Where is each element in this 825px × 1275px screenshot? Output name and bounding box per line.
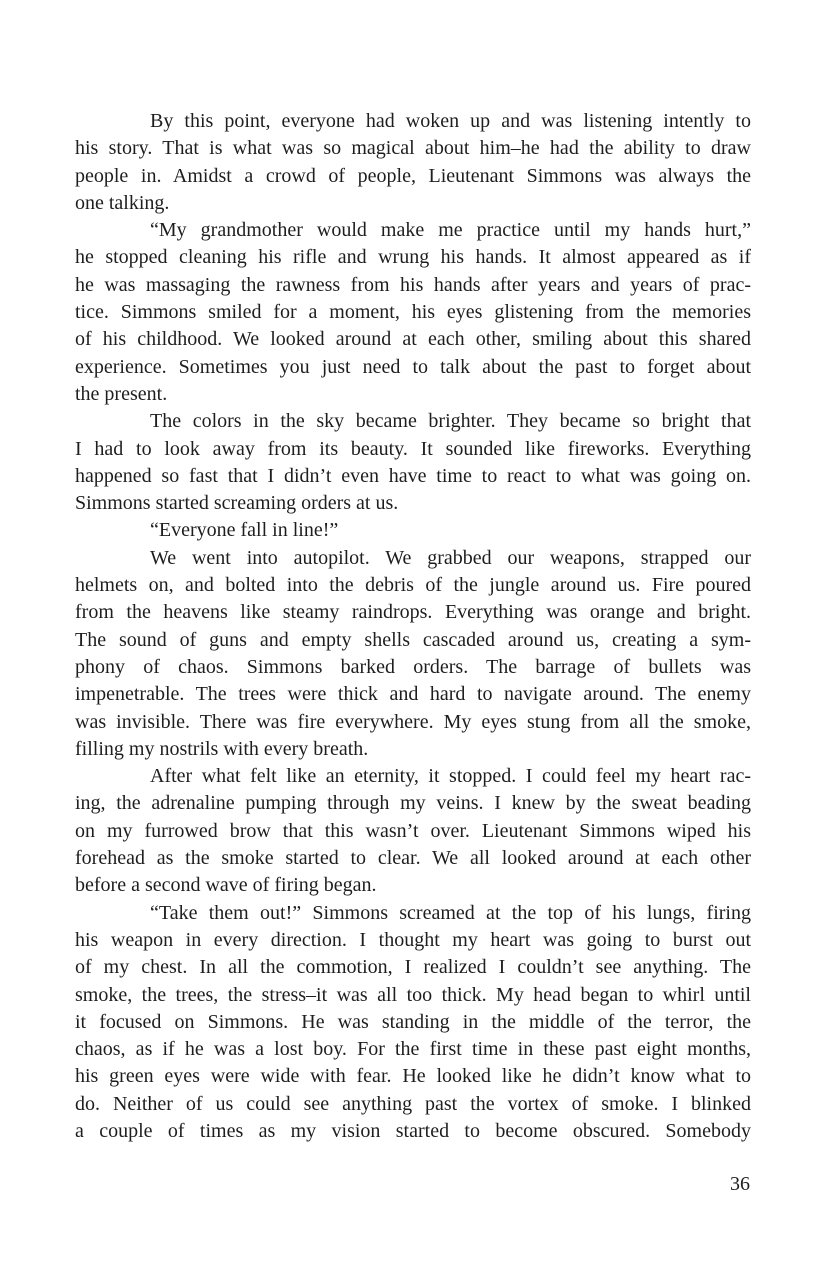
text-line: one talking. (75, 191, 170, 214)
text-line: of my chest. In all the commotion, I realized I couldn’t see anything. The (75, 956, 751, 979)
text-line: of his childhood. We looked around at each other, smiling about this shared (75, 328, 751, 351)
text-line: a couple of times as my vision started to become obscured. Somebody (75, 1119, 751, 1142)
text-line: he was massaging the rawness from his hands after years and years of prac- (75, 273, 751, 296)
text-line: chaos, as if he was a lost boy. For the first time in these past eight months, (75, 1038, 751, 1061)
text-line: phony of chaos. Simmons barked orders. The barrage of bullets was (75, 655, 751, 678)
text-line: filling my nostrils with every breath. (75, 737, 369, 760)
text-line: his green eyes were wide with fear. He looked like he didn’t know what to (75, 1065, 751, 1088)
text-line: Simmons started screaming orders at us. (75, 492, 399, 515)
text-line: people in. Amidst a crowd of people, Lieutenant Simmons was always the (75, 164, 751, 187)
text-line: experience. Sometimes you just need to talk about the past to forget about (75, 355, 751, 378)
text-line: The colors in the sky became brighter. They became so bright that (150, 410, 751, 433)
text-line: do. Neither of us could see anything past the vortex of smoke. I blinked (75, 1092, 751, 1115)
text-line: it focused on Simmons. He was standing in the middle of the terror, the (75, 1010, 751, 1033)
text-line: his weapon in every direction. I thought my heart was going to burst out (75, 928, 751, 951)
text-line: impenetrable. The trees were thick and hard to navigate around. The enemy (75, 683, 751, 706)
text-line: happened so fast that I didn’t even have time to react to what was going on. (75, 464, 751, 487)
text-line: ing, the adrenaline pumping through my veins. I knew by the sweat beading (75, 792, 751, 815)
text-line: “Everyone fall in line!” (150, 519, 339, 542)
text-line: I had to look away from its beauty. It sounded like fireworks. Everything (75, 437, 751, 460)
text-line: tice. Simmons smiled for a moment, his eyes glistening from the memories (75, 301, 751, 324)
text-line: “Take them out!” Simmons screamed at the top of his lungs, firing (150, 901, 751, 924)
text-line: “My grandmother would make me practice until my hands hurt,” (150, 219, 751, 242)
text-line: his story. That is what was so magical about him–he had the ability to draw (75, 137, 751, 160)
text-line: helmets on, and bolted into the debris of the jungle around us. Fire poured (75, 574, 751, 597)
text-line: We went into autopilot. We grabbed our weapons, strapped our (150, 546, 751, 569)
text-line: After what felt like an eternity, it stopped. I could feel my heart rac- (150, 765, 751, 788)
text-line: forehead as the smoke started to clear. We all looked around at each other (75, 847, 751, 870)
text-line: before a second wave of firing began. (75, 874, 377, 897)
text-line: the present. (75, 382, 168, 405)
text-line: By this point, everyone had woken up and was listening intently to (150, 110, 751, 132)
page-number: 36 (730, 1173, 750, 1195)
text-line: smoke, the trees, the stress–it was all too thick. My head began to whirl until (75, 983, 751, 1006)
text-line: The sound of guns and empty shells cascaded around us, creating a sym- (75, 628, 751, 651)
body-text (75, 108, 751, 1145)
text-line: from the heavens like steamy raindrops. Everything was orange and bright. (75, 601, 751, 624)
text-line: he stopped cleaning his rifle and wrung his hands. It almost appeared as if (75, 246, 751, 269)
text-line: was invisible. There was fire everywhere. My eyes stung from all the smoke, (75, 710, 751, 733)
text-line: on my furrowed brow that this wasn’t over. Lieutenant Simmons wiped his (75, 819, 751, 842)
